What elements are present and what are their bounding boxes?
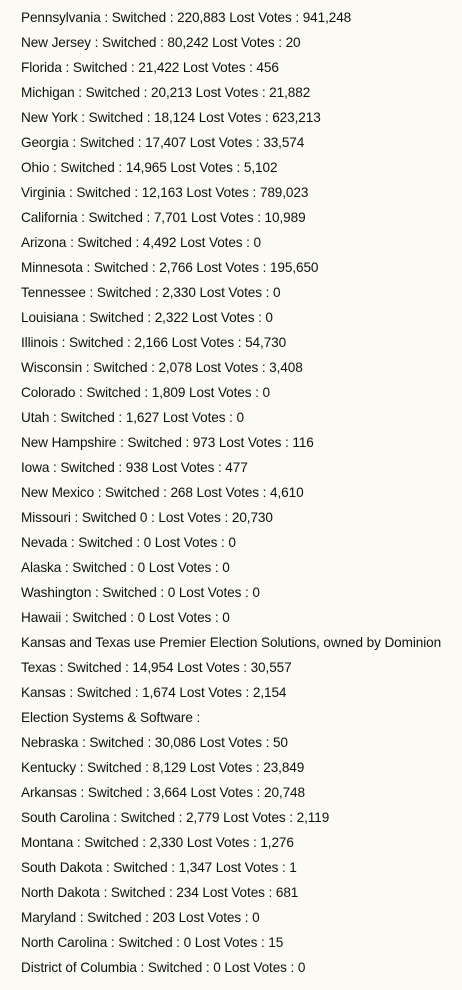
text-line: Louisiana : Switched : 2,322 Lost Votes : 0 xyxy=(21,310,273,325)
text-line: Ohio : Switched : 14,965 Lost Votes : 5,102 xyxy=(21,160,278,175)
text-line: District of Columbia : Switched : 0 Lost Votes : 0 xyxy=(21,960,306,975)
text-line: North Carolina : Switched : 0 Lost Votes : 15 xyxy=(21,935,284,950)
text-line: Tennessee : Switched : 2,330 Lost Votes : 0 xyxy=(21,285,281,300)
text-line: Georgia : Switched : 17,407 Lost Votes : 33,574 xyxy=(21,135,305,150)
text-line: Wisconsin : Switched : 2,078 Lost Votes : 3,408 xyxy=(21,360,303,375)
text-line: California : Switched : 7,701 Lost Votes : 10,989 xyxy=(21,210,306,225)
text-line: New Jersey : Switched : 80,242 Lost Votes : 20 xyxy=(21,35,301,50)
text-line: Alaska : Switched : 0 Lost Votes : 0 xyxy=(21,560,230,575)
text-line: Kansas and Texas use Premier Election Solutions, owned by Dominion xyxy=(21,635,442,650)
text-line: New York : Switched : 18,124 Lost Votes : 623,213 xyxy=(21,110,321,125)
text-line: Arkansas : Switched : 3,664 Lost Votes : 20,748 xyxy=(21,785,305,800)
text-line: Kentucky : Switched : 8,129 Lost Votes : 23,849 xyxy=(21,760,305,775)
text-line: Election Systems & Software : xyxy=(21,710,201,725)
text-line: Illinois : Switched : 2,166 Lost Votes : 54,730 xyxy=(21,335,287,350)
text-line: Maryland : Switched : 203 Lost Votes : 0 xyxy=(21,910,260,925)
text-line: Missouri : Switched 0 : Lost Votes : 20,730 xyxy=(21,510,273,525)
text-line: South Carolina : Switched : 2,779 Lost Votes : 2,119 xyxy=(21,810,330,825)
text-line: South Dakota : Switched : 1,347 Lost Votes : 1 xyxy=(21,860,297,875)
text-line: Pennsylvania : Switched : 220,883 Lost Votes : 941,248 xyxy=(21,10,352,25)
text-line: Michigan : Switched : 20,213 Lost Votes : 21,882 xyxy=(21,85,311,100)
text-line: Nevada : Switched : 0 Lost Votes : 0 xyxy=(21,535,236,550)
text-line: Virginia : Switched : 12,163 Lost Votes : 789,023 xyxy=(21,185,309,200)
text-line: Minnesota : Switched : 2,766 Lost Votes : 195,650 xyxy=(21,260,319,275)
text-line: Colorado : Switched : 1,809 Lost Votes : 0 xyxy=(21,385,270,400)
text-line: Iowa : Switched : 938 Lost Votes : 477 xyxy=(21,460,248,475)
text-line: Montana : Switched : 2,330 Lost Votes : 1,276 xyxy=(21,835,294,850)
text-line: Texas : Switched : 14,954 Lost Votes : 30,557 xyxy=(21,660,292,675)
text-line: Kansas : Switched : 1,674 Lost Votes : 2,154 xyxy=(21,685,287,700)
text-line: Nebraska : Switched : 30,086 Lost Votes : 50 xyxy=(21,735,288,750)
text-line: Hawaii : Switched : 0 Lost Votes : 0 xyxy=(21,610,230,625)
text-line: Washington : Switched : 0 Lost Votes : 0 xyxy=(21,585,260,600)
text-line: North Dakota : Switched : 234 Lost Votes : 681 xyxy=(21,885,299,900)
text-list xyxy=(21,5,462,980)
text-line: Arizona : Switched : 4,492 Lost Votes : 0 xyxy=(21,235,261,250)
text-line: New Hampshire : Switched : 973 Lost Votes : 116 xyxy=(21,435,314,450)
text-line: Florida : Switched : 21,422 Lost Votes : 456 xyxy=(21,60,279,75)
text-line: New Mexico : Switched : 268 Lost Votes : 4,610 xyxy=(21,485,304,500)
text-line: Utah : Switched : 1,627 Lost Votes : 0 xyxy=(21,410,244,425)
